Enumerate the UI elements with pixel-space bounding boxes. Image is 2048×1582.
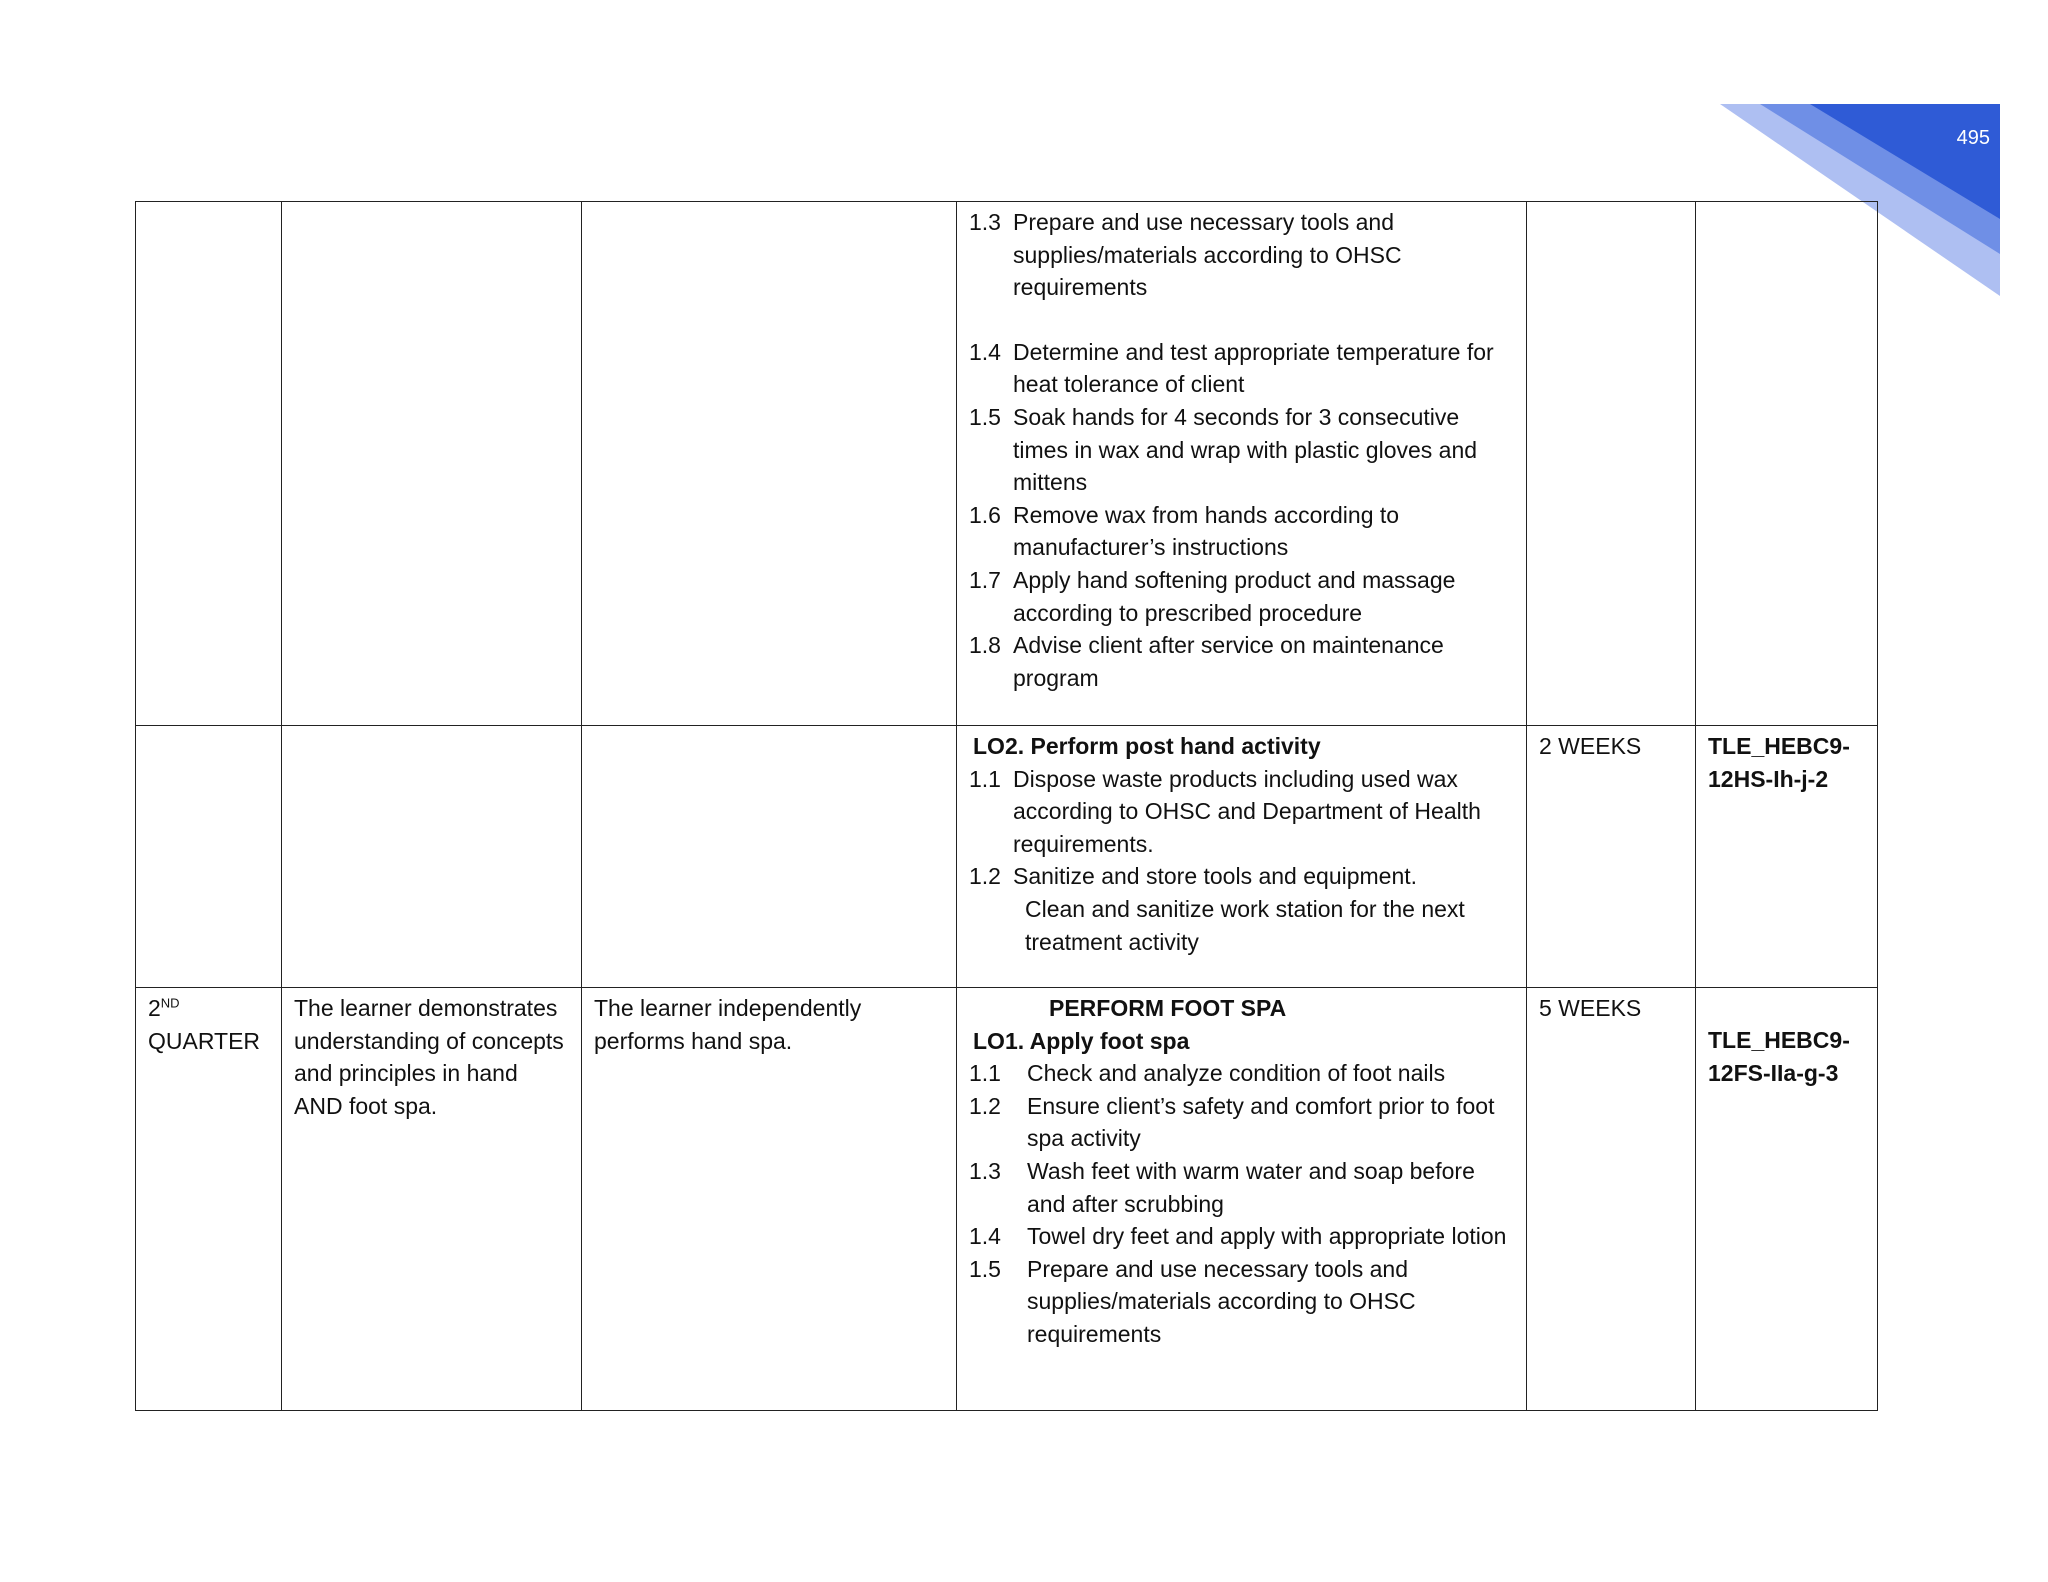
performance-standard-cell: The learner independently performs hand spa. bbox=[582, 988, 957, 1411]
code-cell: TLE_HEBC9-12HS-Ih-j-2 bbox=[1696, 726, 1878, 988]
competency-item bbox=[969, 564, 1514, 629]
item-text-continued: Clean and sanitize work station for the next treatment activity bbox=[1025, 895, 1465, 955]
item-text: Towel dry feet and apply with appropriate lotion bbox=[1027, 1223, 1507, 1250]
item-text: Sanitize and store tools and equipment. bbox=[1013, 863, 1418, 890]
performance-standard-cell bbox=[582, 726, 957, 988]
item-number: 1.3 bbox=[969, 209, 1001, 235]
item-number: 1.2 bbox=[969, 863, 1001, 890]
code-cell bbox=[1696, 202, 1878, 726]
table-row bbox=[136, 726, 1878, 988]
quarter-label: QUARTER bbox=[148, 1027, 261, 1054]
duration-cell bbox=[1527, 202, 1696, 726]
competency-item bbox=[969, 629, 1514, 694]
content-standard-cell: The learner demonstrates understanding of concepts and principles in hand AND foot spa. bbox=[282, 988, 582, 1411]
quarter-number: 2 bbox=[148, 995, 161, 1021]
competency-item bbox=[969, 499, 1514, 564]
section-heading: PERFORM FOOT SPA bbox=[1049, 995, 1287, 1021]
competency-item bbox=[969, 336, 1514, 401]
quarter-suffix: ND bbox=[160, 995, 180, 1011]
item-number: 1.7 bbox=[969, 566, 1001, 593]
item-number: 1.1 bbox=[969, 1060, 1001, 1087]
table-row bbox=[136, 202, 1878, 726]
item-number: 1.3 bbox=[969, 1157, 1001, 1184]
competency-item bbox=[969, 763, 1514, 861]
competencies-cell bbox=[957, 726, 1527, 988]
item-text: Dispose waste products including used wax according to OHSC and Department of Health requirements. bbox=[1013, 765, 1481, 857]
item-text: Soak hands for 4 seconds for 3 consecutive times in wax and wrap with plastic gloves and mittens bbox=[1013, 403, 1478, 496]
learning-outcome-title: LO2. Perform post hand activity bbox=[973, 733, 1321, 759]
item-text: Apply hand softening product and massage according to prescribed procedure bbox=[1013, 566, 1456, 626]
performance-standard-cell bbox=[582, 202, 957, 726]
quarter-cell bbox=[136, 726, 282, 988]
competencies-cell bbox=[957, 988, 1527, 1411]
item-number: 1.4 bbox=[969, 338, 1001, 365]
item-text: Prepare and use necessary tools and supplies/materials according to OHSC requirements bbox=[1027, 1255, 1416, 1347]
item-text: Advise client after service on maintenance program bbox=[1013, 632, 1444, 691]
item-number: 1.5 bbox=[969, 403, 1001, 430]
learning-outcome-title: LO1. Apply foot spa bbox=[973, 1027, 1190, 1054]
competency-item bbox=[969, 1057, 1514, 1090]
duration-cell: 5 WEEKS bbox=[1527, 988, 1696, 1411]
competencies-cell bbox=[957, 202, 1527, 726]
quarter-cell bbox=[136, 202, 282, 726]
item-text: Wash feet with warm water and soap before and after scrubbing bbox=[1027, 1157, 1475, 1217]
code-cell: TLE_HEBC9-12FS-IIa-g-3 bbox=[1696, 988, 1878, 1411]
item-number: 1.6 bbox=[969, 501, 1001, 528]
content-standard-cell bbox=[282, 726, 582, 988]
content-standard-cell bbox=[282, 202, 582, 726]
competency-item bbox=[969, 1090, 1514, 1155]
item-number: 1.1 bbox=[969, 765, 1001, 792]
table-row bbox=[136, 988, 1878, 1411]
item-text: Determine and test appropriate temperature for heat tolerance of client bbox=[1013, 338, 1494, 398]
quarter-cell bbox=[136, 988, 282, 1411]
item-number: 1.5 bbox=[969, 1255, 1001, 1282]
item-text: Prepare and use necessary tools and supplies/materials according to OHSC requirements bbox=[1013, 209, 1402, 301]
competency-item bbox=[969, 1253, 1514, 1351]
item-number: 1.2 bbox=[969, 1092, 1001, 1119]
item-number: 1.8 bbox=[969, 632, 1001, 659]
duration-cell: 2 WEEKS bbox=[1527, 726, 1696, 988]
page-number: 495 bbox=[1956, 127, 1990, 149]
item-text: Check and analyze condition of foot nails bbox=[1027, 1060, 1446, 1087]
item-text: Remove wax from hands according to manufacturer’s instructions bbox=[1013, 501, 1400, 561]
competency-item bbox=[969, 1220, 1514, 1253]
competency-item bbox=[969, 860, 1514, 893]
competency-item bbox=[969, 1155, 1514, 1220]
competency-item bbox=[969, 401, 1514, 499]
competency-item bbox=[969, 206, 1514, 304]
item-text: Ensure client’s safety and comfort prior to foot spa activity bbox=[1027, 1092, 1495, 1152]
curriculum-table bbox=[135, 201, 1878, 1411]
item-number: 1.4 bbox=[969, 1223, 1001, 1250]
